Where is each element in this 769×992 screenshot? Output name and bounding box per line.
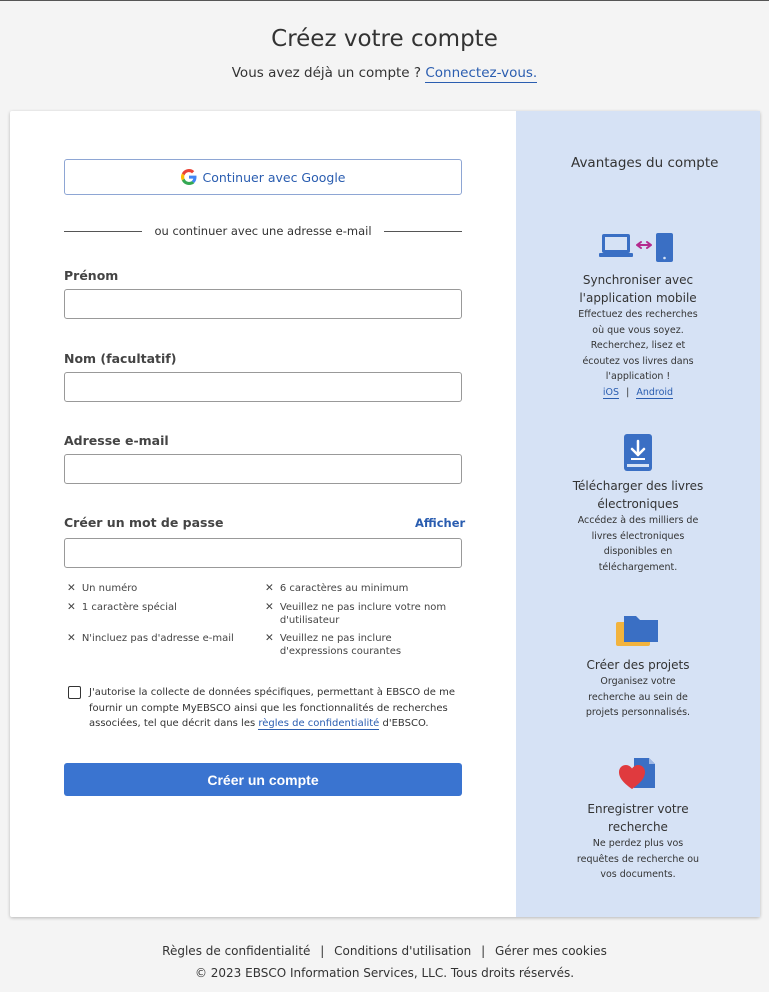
signup-card	[10, 111, 760, 917]
android-link[interactable]: Android	[636, 386, 674, 398]
benefit-sync-title: Synchroniser avec l'application mobile	[579, 273, 697, 305]
divider-text: ou continuer avec une adresse e-mail	[154, 224, 372, 238]
has-account-text: Vous avez déjà un compte ?	[231, 65, 422, 81]
divider	[64, 223, 462, 239]
cross-icon: ✕	[265, 632, 274, 644]
benefit-download-description: Accédez à des milliers de livres électroniques disponibles en téléchargement.	[577, 515, 699, 573]
benefit-download	[516, 433, 760, 575]
create-account-button[interactable]: Créer un compte	[64, 763, 462, 796]
consent-text-before: J'autorise la collecte de données spécifiques, permettant à EBSCO de me fournir un compte MyEBSCO ainsi que les fonctionnalités de recherches associées, tel que décrit dans les	[89, 687, 455, 729]
password-label: Créer un mot de passe	[64, 515, 224, 530]
password-rule-no-email	[67, 632, 257, 645]
store-links	[516, 385, 760, 400]
download-book-icon	[621, 433, 655, 473]
password-rule-special-char	[67, 601, 257, 614]
first-name-label: Prénom	[64, 268, 119, 283]
google-icon	[181, 169, 197, 185]
signin-link[interactable]: Connectez-vous.	[425, 65, 538, 81]
benefit-projects	[516, 614, 760, 721]
footer-terms-link[interactable]: Conditions d'utilisation	[334, 944, 472, 958]
sync-devices-icon	[599, 231, 677, 265]
password-rule-no-common	[265, 632, 455, 658]
show-password-toggle[interactable]: Afficher	[415, 516, 466, 530]
signin-prompt	[0, 65, 769, 81]
benefit-save-search-description: Ne perdez plus vos requêtes de recherche ou vos documents.	[576, 838, 700, 880]
footer-cookies-link[interactable]: Gérer mes cookies	[495, 944, 607, 958]
rule-text: N'incluez pas d'adresse e-mail	[81, 633, 234, 644]
cross-icon: ✕	[265, 601, 274, 613]
heart-document-icon	[618, 756, 658, 792]
last-name-label: Nom (facultatif)	[64, 351, 177, 366]
top-border	[0, 0, 769, 1]
rule-text: Un numéro	[81, 583, 138, 594]
rule-text: 1 caractère spécial	[81, 602, 177, 613]
google-button-label: Continuer avec Google	[202, 169, 346, 185]
ios-link[interactable]: iOS	[602, 386, 620, 398]
rule-text: Veuillez ne pas inclure votre nom d'utilisateur	[279, 602, 447, 626]
footer-separator: |	[320, 944, 325, 958]
consent-checkbox[interactable]	[68, 686, 81, 699]
benefit-save-search	[516, 756, 760, 883]
first-name-input[interactable]	[64, 289, 462, 319]
folder-icon	[616, 614, 660, 648]
benefits-heading: Avantages du compte	[571, 155, 719, 171]
page-title: Créez votre compte	[271, 26, 498, 52]
cross-icon: ✕	[265, 582, 274, 594]
copyright: © 2023 EBSCO Information Services, LLC. Tous droits réservés.	[194, 966, 575, 980]
password-rule-min-length	[265, 582, 465, 595]
benefits-sidebar	[516, 111, 760, 917]
last-name-input[interactable]	[64, 372, 462, 402]
link-separator: |	[626, 386, 630, 398]
benefit-sync-description: Effectuez des recherches où que vous soyez. Recherchez, lisez et écoutez vos livres dans l'application !	[578, 309, 698, 382]
signup-form	[10, 111, 516, 917]
google-signin-button[interactable]	[64, 159, 462, 195]
password-input[interactable]	[64, 538, 462, 568]
email-input[interactable]	[64, 454, 462, 484]
benefit-projects-title: Créer des projets	[586, 658, 690, 672]
consent-text	[89, 685, 458, 732]
cross-icon: ✕	[67, 632, 76, 644]
email-label: Adresse e-mail	[64, 433, 169, 448]
rule-text: Veuillez ne pas inclure d'expressions courantes	[279, 633, 402, 657]
benefit-projects-description: Organisez votre recherche au sein de projets personnalisés.	[585, 676, 691, 718]
cross-icon: ✕	[67, 582, 76, 594]
consent-row	[68, 685, 458, 732]
divider-line-right	[384, 231, 462, 232]
privacy-policy-link[interactable]: règles de confidentialité	[258, 718, 380, 729]
password-rule-no-username	[265, 601, 455, 627]
benefit-save-search-title: Enregistrer votre recherche	[587, 802, 689, 834]
password-rule-number	[67, 582, 257, 595]
consent-text-after: d'EBSCO.	[382, 718, 429, 729]
divider-line-left	[64, 231, 142, 232]
footer-links	[0, 944, 769, 958]
rule-text: 6 caractères au minimum	[279, 583, 409, 594]
benefit-download-title: Télécharger des livres électroniques	[572, 479, 704, 511]
cross-icon: ✕	[67, 601, 76, 613]
benefit-sync	[516, 231, 760, 400]
footer-privacy-link[interactable]: Règles de confidentialité	[162, 944, 311, 958]
footer-separator: |	[481, 944, 486, 958]
